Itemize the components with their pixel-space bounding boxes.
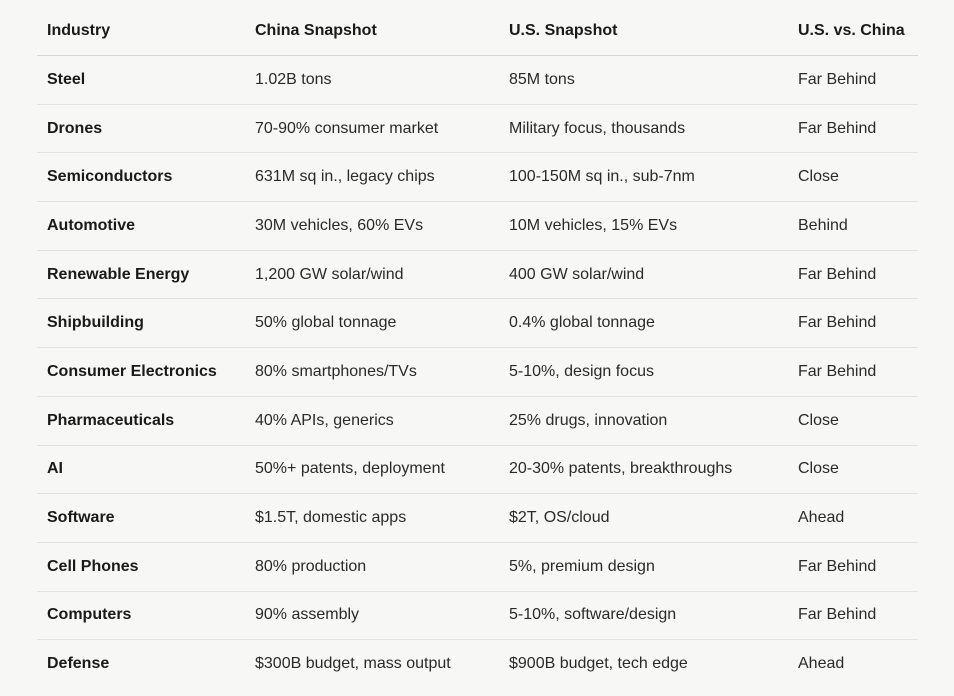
china-snapshot-cell: 80% smartphones/TVs [245, 348, 499, 397]
us-snapshot-cell: 5-10%, software/design [499, 591, 788, 640]
table-row [37, 153, 918, 202]
china-snapshot-cell: 70-90% consumer market [245, 104, 499, 153]
industry-cell: Automotive [37, 202, 245, 251]
comparison-cell: Ahead [798, 655, 845, 673]
industry-cell: Defense [47, 655, 110, 673]
us-snapshot-cell: $2T, OS/cloud [499, 494, 788, 543]
us-snapshot-cell: 20-30% patents, breakthroughs [499, 445, 788, 494]
china-snapshot-cell: 80% production [245, 542, 499, 591]
us-snapshot-cell: $900B budget, tech edge [509, 655, 688, 673]
china-snapshot-cell: 50% global tonnage [245, 299, 499, 348]
header-china-snapshot: China Snapshot [245, 5, 499, 56]
table-row [37, 591, 918, 640]
industry-cell: Drones [37, 104, 245, 153]
china-snapshot-cell: 40% APIs, generics [245, 396, 499, 445]
table-row [37, 299, 918, 348]
us-snapshot-cell: 5%, premium design [499, 542, 788, 591]
industry-cell: Computers [37, 591, 245, 640]
table-row [37, 494, 918, 543]
header-us-vs-china: U.S. vs. China [788, 5, 918, 56]
table-row [37, 396, 918, 445]
comparison-cell: Close [788, 445, 918, 494]
comparison-cell: Far Behind [788, 56, 918, 105]
table-row [37, 250, 918, 299]
comparison-cell: Far Behind [788, 299, 918, 348]
table-header [37, 5, 918, 56]
industry-cell: Steel [37, 56, 245, 105]
us-snapshot-cell: 5-10%, design focus [499, 348, 788, 397]
table-row [37, 348, 918, 397]
industry-cell: Cell Phones [37, 542, 245, 591]
table-row [37, 104, 918, 153]
comparison-cell: Ahead [788, 494, 918, 543]
comparison-cell: Behind [788, 202, 918, 251]
table-row [37, 445, 918, 494]
industry-cell: Renewable Energy [37, 250, 245, 299]
us-snapshot-cell: 10M vehicles, 15% EVs [499, 202, 788, 251]
us-snapshot-cell: 0.4% global tonnage [499, 299, 788, 348]
industry-comparison-table [37, 5, 918, 688]
table-row [37, 56, 918, 105]
industry-cell: Consumer Electronics [37, 348, 245, 397]
comparison-cell: Far Behind [788, 348, 918, 397]
china-snapshot-cell: 631M sq in., legacy chips [245, 153, 499, 202]
comparison-cell: Far Behind [788, 591, 918, 640]
industry-cell: AI [37, 445, 245, 494]
comparison-cell: Far Behind [788, 104, 918, 153]
comparison-table-container [37, 5, 918, 688]
us-snapshot-cell: 400 GW solar/wind [499, 250, 788, 299]
comparison-cell: Close [788, 396, 918, 445]
china-snapshot-cell: 1,200 GW solar/wind [245, 250, 499, 299]
table-body [37, 56, 918, 688]
header-row [37, 5, 918, 56]
table-row [37, 202, 918, 251]
table-row [37, 640, 918, 688]
comparison-cell: Far Behind [788, 250, 918, 299]
china-snapshot-cell: $1.5T, domestic apps [245, 494, 499, 543]
china-snapshot-cell: 90% assembly [245, 591, 499, 640]
comparison-cell: Close [788, 153, 918, 202]
us-snapshot-cell: Military focus, thousands [499, 104, 788, 153]
china-snapshot-cell: 1.02B tons [245, 56, 499, 105]
industry-cell: Software [37, 494, 245, 543]
industry-cell: Pharmaceuticals [37, 396, 245, 445]
us-snapshot-cell: 85M tons [499, 56, 788, 105]
china-snapshot-cell: $300B budget, mass output [255, 655, 451, 673]
industry-cell: Shipbuilding [37, 299, 245, 348]
china-snapshot-cell: 30M vehicles, 60% EVs [245, 202, 499, 251]
table-row [37, 542, 918, 591]
header-us-snapshot: U.S. Snapshot [499, 5, 788, 56]
us-snapshot-cell: 25% drugs, innovation [499, 396, 788, 445]
comparison-cell: Far Behind [788, 542, 918, 591]
us-snapshot-cell: 100-150M sq in., sub-7nm [499, 153, 788, 202]
china-snapshot-cell: 50%+ patents, deployment [245, 445, 499, 494]
industry-cell: Semiconductors [37, 153, 245, 202]
header-industry: Industry [37, 5, 245, 56]
